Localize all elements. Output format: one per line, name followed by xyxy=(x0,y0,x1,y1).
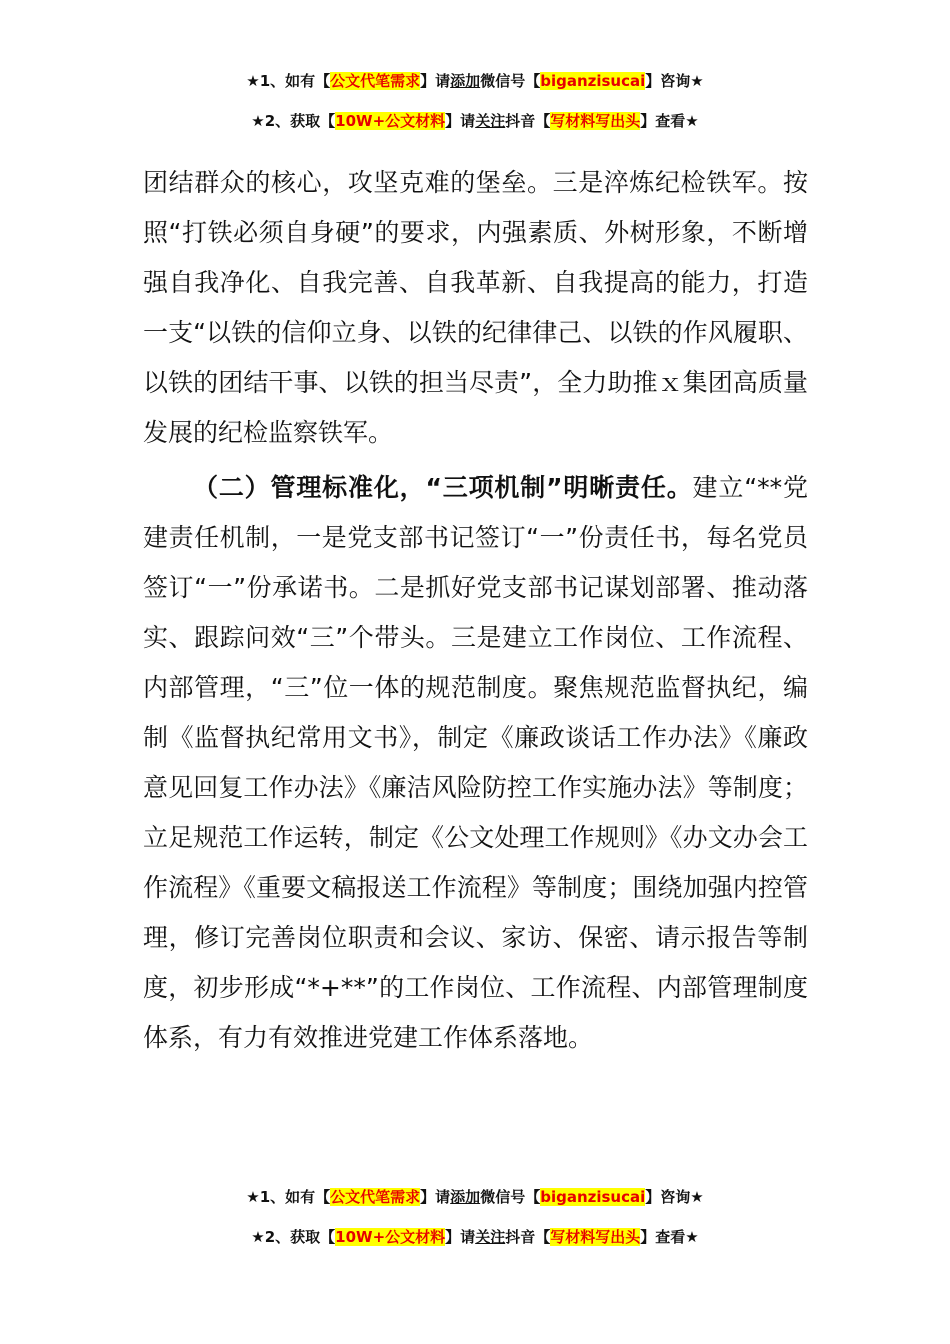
highlight-materials: 10W+公文材料 xyxy=(335,1228,446,1246)
banner-text: 】请 xyxy=(445,112,476,130)
banner-text: 微信号【 xyxy=(480,72,541,90)
banner-text: 抖音【 xyxy=(505,112,551,130)
highlight-wechat-id: biganzisucai xyxy=(540,1188,646,1206)
star-icon: ★ xyxy=(251,1228,265,1246)
star-icon: ★ xyxy=(690,1188,704,1206)
banner-text: 】请 xyxy=(420,72,451,90)
banner-text: 1、如有【 xyxy=(259,72,331,90)
banner-text: 2、获取【 xyxy=(264,112,336,130)
banner-emphasis: 添加 xyxy=(450,1188,481,1206)
top-banner-line-1 xyxy=(0,71,950,91)
banner-text: 】咨询 xyxy=(645,72,691,90)
star-icon: ★ xyxy=(685,1228,699,1246)
section-text: 建立“**党建责任机制，一是党支部书记签订“一”份责任书，每名党员签订“一”份承诺书。二是抓好党支部书记谋划部署、推动落实、跟踪问效“三”个带头。三是建立工作岗位、工作流程、内部管理，“三”位一体的规范制度。聚焦规范监督执纪，编制《监督执纪常用文书》，制定《廉政谈话工作办法》《廉政意见回复工作办法》《廉洁风险防控工作实施办法》等制度；立足规范工作运转，制定《公文处理工作规则》《办文办会工作流程》《重要文稿报送工作流程》等制度；围绕加强内控管理，修订完善岗位职责和会议、家访、保密、请示报告等制度，初步形成“*+**”的工作岗位、工作流程、内部管理制度体系，有力有效推进党建工作体系落地。 xyxy=(143,473,808,1052)
banner-emphasis: 添加 xyxy=(450,72,481,90)
section-heading: （二）管理标准化，“三项机制”明晰责任。 xyxy=(193,473,693,502)
bottom-banner-line-1 xyxy=(0,1187,950,1207)
star-icon: ★ xyxy=(251,112,265,130)
banner-text: 】查看 xyxy=(640,112,686,130)
banner-text: 微信号【 xyxy=(480,1188,541,1206)
banner-text: 】请 xyxy=(445,1228,476,1246)
body-paragraph-1 xyxy=(143,158,808,458)
banner-text: 】查看 xyxy=(640,1228,686,1246)
banner-text: 】请 xyxy=(420,1188,451,1206)
banner-emphasis: 关注 xyxy=(475,1228,506,1246)
banner-text: 】咨询 xyxy=(645,1188,691,1206)
bottom-banner-line-2 xyxy=(0,1227,950,1247)
paragraph-text: 团结群众的核心，攻坚克难的堡垒。三是淬炼纪检铁军。按照“打铁必须自身硬”的要求，内强素质、外树形象，不断增强自我净化、自我完善、自我革新、自我提高的能力，打造一支“以铁的信仰立身、以铁的纪律律己、以铁的作风履职、以铁的团结干事、以铁的担当尽责”，全力助推ｘ集团高质量发展的纪检监察铁军。 xyxy=(143,168,808,447)
banner-text: 2、获取【 xyxy=(264,1228,336,1246)
highlight-materials: 10W+公文材料 xyxy=(335,112,446,130)
highlight-wechat-id: biganzisucai xyxy=(540,72,646,90)
top-banner-line-2 xyxy=(0,111,950,131)
paragraph-text xyxy=(143,463,808,1063)
star-icon: ★ xyxy=(246,1188,260,1206)
star-icon: ★ xyxy=(690,72,704,90)
highlight-douyin: 写材料写出头 xyxy=(550,1228,641,1246)
banner-emphasis: 关注 xyxy=(475,112,506,130)
body-paragraph-2 xyxy=(143,463,808,1063)
highlight-ghostwriting: 公文代笔需求 xyxy=(330,72,421,90)
highlight-ghostwriting: 公文代笔需求 xyxy=(330,1188,421,1206)
highlight-douyin: 写材料写出头 xyxy=(550,112,641,130)
star-icon: ★ xyxy=(685,112,699,130)
banner-text: 抖音【 xyxy=(505,1228,551,1246)
banner-text: 1、如有【 xyxy=(259,1188,331,1206)
star-icon: ★ xyxy=(246,72,260,90)
